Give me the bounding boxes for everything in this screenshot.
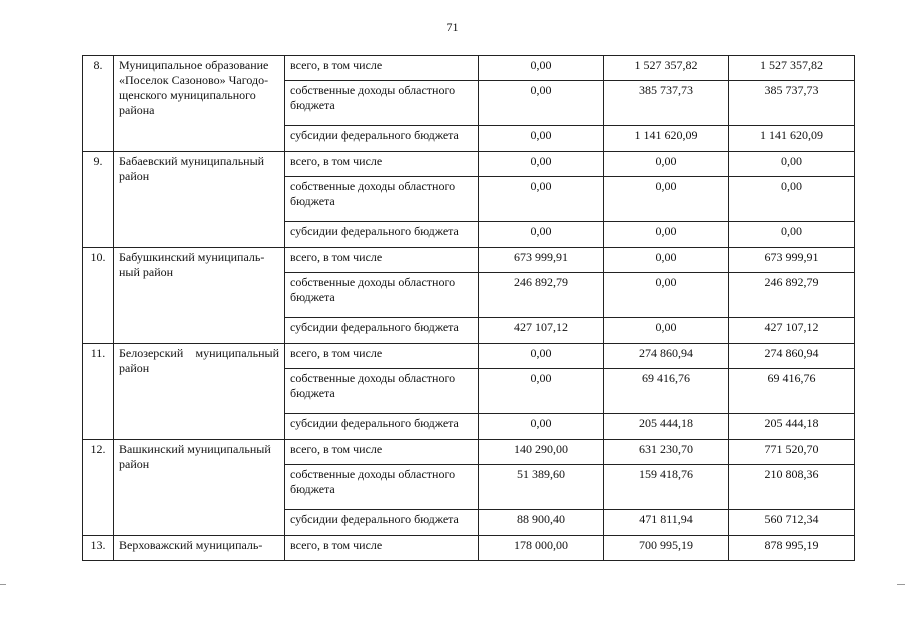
- line-label: собственные доходы областного бюджета: [285, 177, 479, 222]
- line-label: собственные доходы областного бюджета: [285, 81, 479, 126]
- row-number: 8.: [83, 56, 114, 152]
- line-label: собственные доходы областного бюджета: [285, 465, 479, 510]
- budget-table: [82, 55, 855, 561]
- value-cell: 0,00: [604, 318, 729, 344]
- value-cell: 631 230,70: [604, 440, 729, 465]
- value-cell: 1 141 620,09: [604, 126, 729, 152]
- scan-edge-mark: [897, 584, 905, 585]
- value-cell: 385 737,73: [604, 81, 729, 126]
- line-label: всего, в том числе: [285, 56, 479, 81]
- value-cell: 0,00: [604, 152, 729, 177]
- line-label: всего, в том числе: [285, 152, 479, 177]
- value-cell: 0,00: [604, 273, 729, 318]
- value-cell: 0,00: [604, 248, 729, 273]
- municipality-name: Вашкинский муниципальный район: [114, 440, 285, 536]
- value-cell: 1 527 357,82: [729, 56, 855, 81]
- line-label: субсидии федерального бюджета: [285, 318, 479, 344]
- table-row: [83, 536, 855, 561]
- municipality-name: Бабушкинский муниципаль-ный район: [114, 248, 285, 344]
- line-label: всего, в том числе: [285, 440, 479, 465]
- table-row: [83, 344, 855, 369]
- row-number: 11.: [83, 344, 114, 440]
- value-cell: 69 416,76: [729, 369, 855, 414]
- municipality-name: Бабаевский муниципальный район: [114, 152, 285, 248]
- value-cell: 0,00: [479, 414, 604, 440]
- value-cell: 0,00: [604, 177, 729, 222]
- line-label: всего, в том числе: [285, 344, 479, 369]
- value-cell: 385 737,73: [729, 81, 855, 126]
- table-row: [83, 248, 855, 273]
- value-cell: 878 995,19: [729, 536, 855, 561]
- value-cell: 140 290,00: [479, 440, 604, 465]
- value-cell: 69 416,76: [604, 369, 729, 414]
- municipality-name: Муниципальное образование «Поселок Сазоново» Чагодо-щенского муниципального района: [114, 56, 285, 152]
- line-label: субсидии федерального бюджета: [285, 510, 479, 536]
- value-cell: 0,00: [729, 177, 855, 222]
- value-cell: 0,00: [479, 56, 604, 81]
- line-label: собственные доходы областного бюджета: [285, 369, 479, 414]
- table-row: [83, 56, 855, 81]
- value-cell: 0,00: [479, 222, 604, 248]
- value-cell: 178 000,00: [479, 536, 604, 561]
- value-cell: 1 527 357,82: [604, 56, 729, 81]
- value-cell: 0,00: [479, 126, 604, 152]
- row-number: 12.: [83, 440, 114, 536]
- value-cell: 274 860,94: [604, 344, 729, 369]
- municipality-name: Белозерский муниципальный район: [114, 344, 285, 440]
- value-cell: 673 999,91: [479, 248, 604, 273]
- line-label: всего, в том числе: [285, 536, 479, 561]
- scan-edge-mark: [0, 584, 6, 585]
- row-number: 10.: [83, 248, 114, 344]
- value-cell: 0,00: [479, 177, 604, 222]
- table-row: [83, 440, 855, 465]
- value-cell: 88 900,40: [479, 510, 604, 536]
- page-number: 71: [446, 20, 459, 34]
- value-cell: 0,00: [479, 344, 604, 369]
- line-label: субсидии федерального бюджета: [285, 126, 479, 152]
- row-number: 13.: [83, 536, 114, 561]
- line-label: субсидии федерального бюджета: [285, 222, 479, 248]
- line-label: собственные доходы областного бюджета: [285, 273, 479, 318]
- value-cell: 427 107,12: [479, 318, 604, 344]
- value-cell: 0,00: [729, 222, 855, 248]
- table-row: [83, 152, 855, 177]
- value-cell: 0,00: [729, 152, 855, 177]
- value-cell: 246 892,79: [729, 273, 855, 318]
- municipality-name: Верховажский муниципаль-: [114, 536, 285, 561]
- value-cell: 205 444,18: [729, 414, 855, 440]
- value-cell: 427 107,12: [729, 318, 855, 344]
- value-cell: 274 860,94: [729, 344, 855, 369]
- value-cell: 0,00: [479, 152, 604, 177]
- row-number: 9.: [83, 152, 114, 248]
- value-cell: 0,00: [479, 81, 604, 126]
- value-cell: 771 520,70: [729, 440, 855, 465]
- value-cell: 1 141 620,09: [729, 126, 855, 152]
- line-label: всего, в том числе: [285, 248, 479, 273]
- value-cell: 700 995,19: [604, 536, 729, 561]
- value-cell: 246 892,79: [479, 273, 604, 318]
- value-cell: 51 389,60: [479, 465, 604, 510]
- value-cell: 210 808,36: [729, 465, 855, 510]
- value-cell: 471 811,94: [604, 510, 729, 536]
- value-cell: 0,00: [479, 369, 604, 414]
- value-cell: 673 999,91: [729, 248, 855, 273]
- line-label: субсидии федерального бюджета: [285, 414, 479, 440]
- value-cell: 205 444,18: [604, 414, 729, 440]
- value-cell: 560 712,34: [729, 510, 855, 536]
- value-cell: 159 418,76: [604, 465, 729, 510]
- value-cell: 0,00: [604, 222, 729, 248]
